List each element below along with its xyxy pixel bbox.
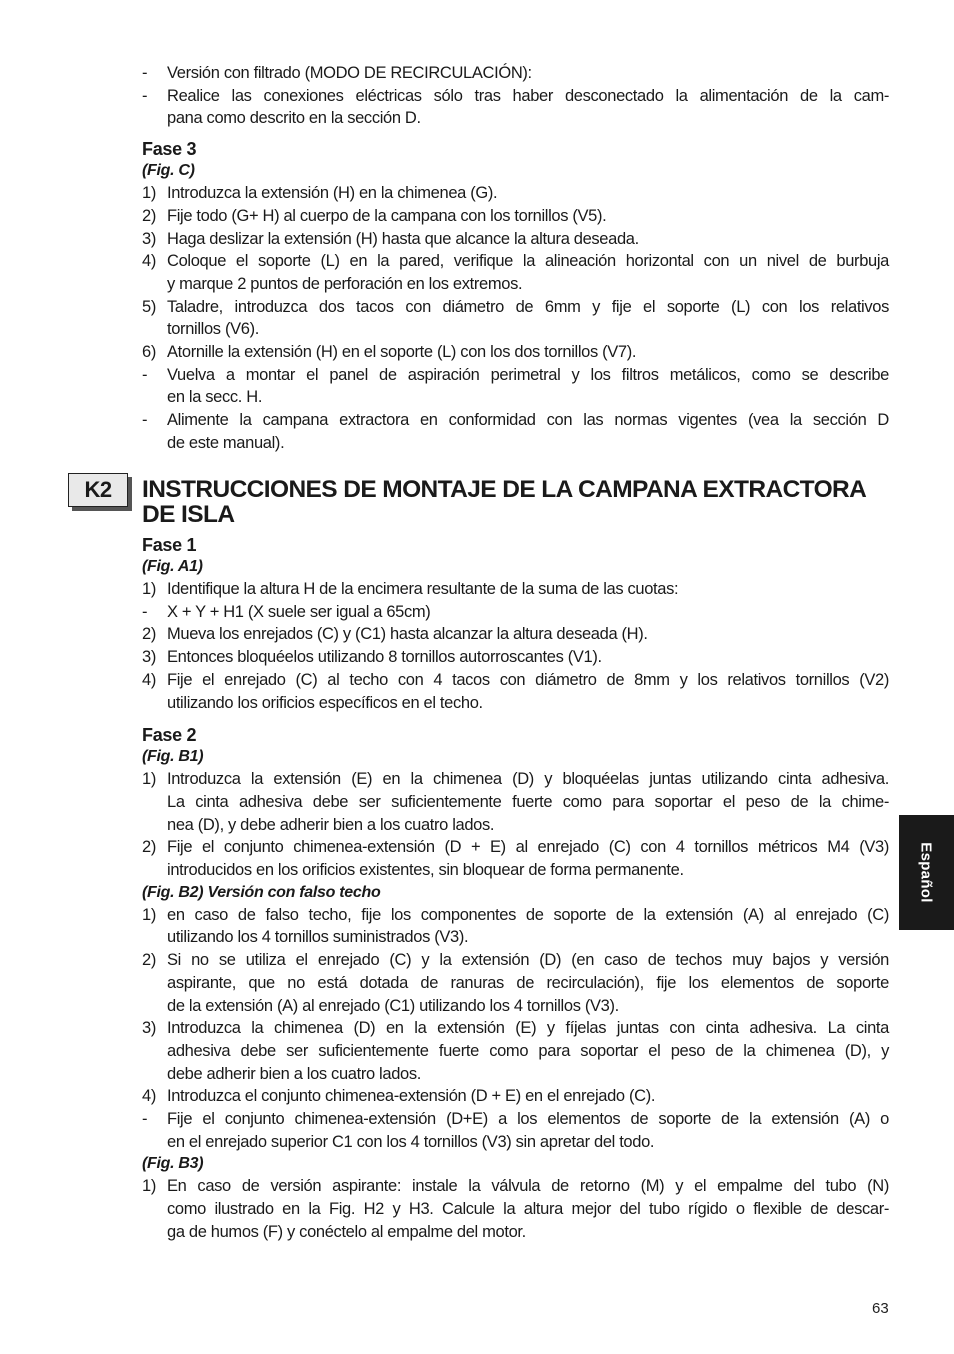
list-item	[142, 341, 889, 364]
fase2-title: Fase 2	[142, 725, 197, 746]
fase1-list	[142, 578, 889, 714]
list-text: introducidos en los orificios existentes, sin bloquear de forma permanente.	[167, 861, 684, 880]
list-marker	[142, 273, 167, 296]
list-text: como ilustrado en la Fig. H2 y H3. Calcule la altura mejor del tubo rígido o flexible de descar-	[167, 1200, 889, 1219]
list-item	[142, 1131, 889, 1154]
fig-b2-ref: (Fig. B2) Versión con falso techo	[142, 883, 381, 901]
list-item	[142, 1085, 889, 1108]
intro-list	[142, 62, 889, 130]
list-text: Fije el conjunto chimenea-extensión (D+E) a los elementos de soporte de la extensión (A) o	[167, 1110, 889, 1129]
list-marker: -	[142, 411, 148, 430]
list-marker: 6)	[142, 343, 156, 362]
list-marker	[142, 318, 167, 341]
list-item	[142, 601, 889, 624]
list-marker: 2)	[142, 838, 156, 857]
list-text: Versión con filtrado (MODO DE RECIRCULACIÓN):	[167, 64, 532, 82]
list-marker	[142, 386, 167, 409]
list-item	[142, 409, 889, 432]
list-marker: 5)	[142, 297, 156, 316]
section-heading: INSTRUCCIONES DE MONTAJE DE LA CAMPANA EXTRACTORA DE ISLA	[142, 476, 866, 528]
list-marker: 2)	[142, 625, 156, 644]
fase3-title: Fase 3	[142, 139, 197, 160]
list-text: X + Y + H1 (X suele ser igual a 65cm)	[167, 602, 431, 621]
list-item	[142, 859, 889, 882]
list-text: Atornille la extensión (H) en el soporte (L) con los dos tornillos (V7).	[167, 343, 637, 362]
list-text: Entonces bloquéelos utilizando 8 tornillos autorroscantes (V1).	[167, 648, 602, 667]
list-marker: 1)	[142, 1177, 156, 1196]
list-item	[142, 692, 889, 715]
section-badge-k2: K2	[68, 473, 128, 507]
list-item	[142, 182, 889, 205]
fase3-fig-ref: (Fig. C)	[142, 162, 195, 180]
list-item	[142, 62, 889, 85]
list-text: La cinta adhesiva debe ser suficientemente fuerte como para soportar el peso de la chime-	[167, 792, 889, 811]
list-text: nea (D), y debe adherir bien a los cuatro lados.	[167, 815, 495, 834]
list-text: Coloque el soporte (L) en la pared, verifique la alineación horizontal con un nivel de burbuja	[167, 252, 889, 271]
list-marker	[142, 1221, 167, 1244]
list-item	[142, 386, 889, 409]
list-item	[142, 205, 889, 228]
list-marker: -	[142, 365, 148, 384]
list-marker: 2)	[142, 206, 156, 225]
list-text: Introduzca el conjunto chimenea-extensión (D + E) en el enrejado (C).	[167, 1087, 656, 1106]
list-marker	[142, 1063, 167, 1086]
list-item	[142, 107, 889, 130]
list-marker: 4)	[142, 1087, 156, 1106]
list-marker: -	[142, 86, 148, 105]
list-text: Introduzca la extensión (H) en la chimenea (G).	[167, 184, 498, 203]
list-marker	[142, 432, 167, 455]
list-marker: 2)	[142, 951, 156, 970]
list-item	[142, 1017, 889, 1040]
list-item	[142, 669, 889, 692]
list-marker	[142, 692, 167, 715]
list-item	[142, 972, 889, 995]
section-top	[142, 62, 889, 455]
list-text: tornillos (V6).	[167, 320, 259, 339]
list-text: de este manual).	[167, 433, 285, 452]
list-item	[142, 768, 889, 791]
list-item	[142, 578, 889, 601]
list-text: Introduzca la extensión (E) en la chimenea (D) y bloquéelas juntas utilizando cinta adhesiva.	[167, 770, 889, 789]
list-marker	[142, 791, 167, 814]
list-marker: 1)	[142, 580, 156, 598]
list-text: Fije todo (G+ H) al cuerpo de la campana con los tornillos (V5).	[167, 206, 607, 225]
list-text: Haga deslizar la extensión (H) hasta que alcance la altura deseada.	[167, 229, 639, 248]
list-marker: 3)	[142, 648, 156, 667]
list-text: en caso de falso techo, fije los componentes de soporte de la extensión (A) al enrejado (C)	[167, 905, 889, 924]
list-item	[142, 296, 889, 319]
language-tab	[899, 815, 954, 930]
list-marker	[142, 926, 167, 949]
fase2-b1-list	[142, 768, 889, 882]
fase2-b3-list	[142, 1175, 889, 1243]
list-item	[142, 432, 889, 455]
list-marker	[142, 107, 167, 130]
list-text: aspirante, que no está dotada de ranuras de recirculación), fije los elementos de soporte	[167, 973, 889, 992]
fig-b3-ref: (Fig. B3)	[142, 1155, 204, 1173]
list-marker	[142, 972, 167, 995]
list-marker: 1)	[142, 770, 156, 789]
list-marker: 1)	[142, 184, 156, 203]
list-item	[142, 273, 889, 296]
list-item	[142, 228, 889, 251]
list-item	[142, 949, 889, 972]
list-item	[142, 318, 889, 341]
list-text: pana como descrito en la sección D.	[167, 109, 421, 128]
list-text: adhesiva debe ser suficientemente fuerte como para soportar el peso de la chimenea (D), y	[167, 1041, 889, 1060]
fase1-title: Fase 1	[142, 535, 197, 555]
list-item	[142, 250, 889, 273]
fase1-fig-ref: (Fig. A1)	[142, 558, 203, 575]
list-text: debe adherir bien a los cuatro lados.	[167, 1064, 421, 1083]
list-item	[142, 1040, 889, 1063]
list-marker	[142, 1040, 167, 1063]
list-marker: 3)	[142, 229, 156, 248]
section-k2	[142, 534, 889, 1244]
list-text: Fije el conjunto chimenea-extensión (D + E) al enrejado (C) con 4 tornillos métricos M4 (V3)	[167, 838, 889, 857]
list-text: Vuelva a montar el panel de aspiración perimetral y los filtros metálicos, como se describe	[167, 365, 889, 384]
list-item	[142, 1063, 889, 1086]
list-text: En caso de versión aspirante: instale la válvula de retorno (M) y el empalme del tubo (N)	[167, 1177, 889, 1196]
list-text: ga de humos (F) y conéctelo al empalme del motor.	[167, 1222, 526, 1241]
language-tab-label: Español	[918, 842, 936, 903]
list-marker	[142, 1131, 167, 1154]
list-marker	[142, 1198, 167, 1221]
list-text: Si no se utiliza el enrejado (C) y la extensión (D) (en caso de techos muy bajos y versión	[167, 951, 889, 970]
list-text: Realice las conexiones eléctricas sólo tras haber desconectado la alimentación de la cam-	[167, 86, 889, 105]
list-text: Identifique la altura H de la encimera resultante de la suma de las cuotas:	[167, 580, 679, 598]
list-marker: 4)	[142, 252, 156, 271]
list-item	[142, 836, 889, 859]
list-marker: 3)	[142, 1019, 156, 1038]
list-item	[142, 791, 889, 814]
list-text: de la extensión (A) al enrejado (C1) utilizando los 4 tornillos (V3).	[167, 996, 619, 1015]
fase3-list	[142, 182, 889, 454]
list-item	[142, 814, 889, 837]
list-marker: 4)	[142, 670, 156, 689]
list-text: utilizando los 4 tornillos suministrados (V3).	[167, 928, 469, 947]
list-item	[142, 1175, 889, 1198]
list-text: y marque 2 puntos de perforación en los extremos.	[167, 274, 523, 293]
list-item	[142, 995, 889, 1018]
list-item	[142, 364, 889, 387]
list-marker: -	[142, 1110, 148, 1129]
list-item	[142, 623, 889, 646]
list-item	[142, 85, 889, 108]
list-item	[142, 1221, 889, 1244]
list-text: en el enrejado superior C1 con los 4 tornillos (V3) sin apretar del todo.	[167, 1132, 655, 1151]
list-marker: 1)	[142, 905, 156, 924]
list-text: Alimente la campana extractora en conformidad con las normas vigentes (vea la sección D	[167, 411, 889, 430]
list-marker: -	[142, 64, 148, 82]
fig-b1-ref: (Fig. B1)	[142, 748, 204, 766]
list-text: Taladre, introduzca dos tacos con diámetro de 6mm y fije el soporte (L) con los relativos	[167, 297, 889, 316]
list-text: en la secc. H.	[167, 388, 263, 407]
list-marker: -	[142, 602, 148, 621]
list-marker	[142, 995, 167, 1018]
fase2-b2-list	[142, 904, 889, 1154]
list-text: Mueva los enrejados (C) y (C1) hasta alcanzar la altura deseada (H).	[167, 625, 648, 644]
list-item	[142, 904, 889, 927]
page-number: 63	[872, 1300, 889, 1317]
list-item	[142, 1198, 889, 1221]
list-item	[142, 926, 889, 949]
list-marker	[142, 859, 167, 882]
list-item	[142, 1108, 889, 1131]
list-text: Fije el enrejado (C) al techo con 4 tacos con diámetro de 8mm y los relativos tornillos (V2)	[167, 670, 889, 689]
list-marker	[142, 814, 167, 837]
list-text: Introduzca la chimenea (D) en la extensión (E) y fíjelas juntas con cinta adhesiva. La cinta	[167, 1019, 889, 1038]
list-text: utilizando los orificios específicos en el techo.	[167, 693, 483, 712]
list-item	[142, 646, 889, 669]
